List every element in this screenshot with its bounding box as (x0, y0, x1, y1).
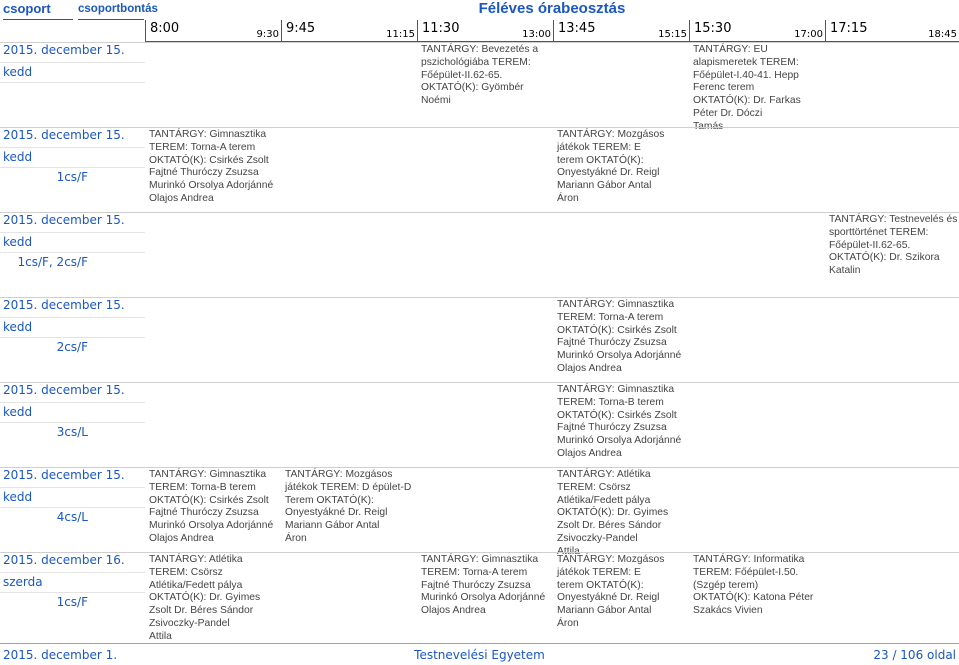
row-day: kedd (3, 405, 33, 419)
row-group: 2cs/F (56, 340, 88, 354)
row-group: 1cs/F, 2cs/F (17, 255, 88, 269)
course-event[interactable] (421, 44, 551, 125)
footer (0, 643, 959, 665)
course-event[interactable] (557, 384, 687, 465)
course-event-line: TANTÁRGY: Gimnasztika (557, 299, 675, 310)
row-group: 4cs/L (56, 510, 88, 524)
course-event-line: TEREM: Torna-B terem (149, 481, 256, 493)
row-divider (0, 42, 959, 43)
course-event-line: TANTÁRGY: EU (693, 44, 768, 55)
row-date: 2015. december 15. (3, 128, 125, 142)
schedule-row (0, 467, 959, 552)
course-event-line: Atlétika/Fedett pálya (557, 494, 651, 506)
course-event[interactable] (557, 469, 687, 550)
course-event-line: Fajtné Thuróczy Zsuzsa (557, 337, 667, 349)
course-event-line: Zsivoczky-Pandel (557, 532, 638, 544)
schedule-row (0, 297, 959, 382)
course-event-line: Onyestyákné Dr. Reigl (557, 592, 660, 604)
row-subdivider (0, 402, 145, 403)
footer-page-number: 23 / 106 oldal (873, 648, 956, 662)
schedule-row (0, 42, 959, 127)
course-event[interactable] (557, 129, 687, 210)
course-event-line: Zsolt Dr. Béres Sándor (149, 605, 254, 617)
schedule-row (0, 382, 959, 467)
course-event[interactable] (421, 554, 551, 635)
row-subdivider (0, 422, 145, 423)
row-subdivider (0, 82, 145, 83)
tab-csoportbontas[interactable]: csoportbontás (78, 0, 144, 20)
course-event-line: Mariann Gábor Antal (557, 180, 652, 192)
course-event-line: Péter Dr. Dóczi (693, 107, 763, 119)
course-event-line: Áron (285, 532, 307, 544)
course-event[interactable] (693, 554, 823, 635)
row-day: kedd (3, 150, 33, 164)
course-event-line: Főépület-I.40-41. Hepp (693, 69, 799, 81)
timeslot-2 (417, 20, 553, 42)
timeslot-5 (825, 20, 959, 42)
timeslot-start: 13:45 (558, 21, 596, 36)
row-divider (0, 552, 959, 553)
course-event-line: Noémi (421, 95, 451, 107)
course-event-line: OKTATÓ(K): Csirkés Zsolt (149, 494, 269, 506)
row-subdivider (0, 167, 145, 168)
row-divider (0, 382, 959, 383)
timeslot-start: 11:30 (422, 21, 460, 36)
course-event-line: Áron (557, 192, 579, 204)
row-divider (0, 127, 959, 128)
timeslot-3 (553, 20, 689, 42)
schedule-row (0, 127, 959, 212)
tab-csoport[interactable]: csoport (3, 0, 73, 20)
course-event-line: Ferenc terem (693, 82, 755, 94)
row-day: kedd (3, 65, 33, 79)
course-event-line: Murinkó Orsolya Adorjánné (557, 435, 682, 447)
course-event-line: TANTÁRGY: Mozgásos (557, 554, 665, 565)
row-day: kedd (3, 490, 33, 504)
course-event-line: OKTATÓ(K): Csirkés Zsolt (557, 409, 677, 421)
row-subdivider (0, 62, 145, 63)
row-date: 2015. december 15. (3, 468, 125, 482)
course-event-line: Mariann Gábor Antal (557, 605, 652, 617)
course-event-line: Olajos Andrea (149, 192, 214, 204)
page-title: Féléves órabeosztás (478, 0, 626, 17)
course-event-line: OKTATÓ(K): Dr. Szikora (829, 252, 940, 264)
row-subdivider (0, 317, 145, 318)
row-subdivider (0, 147, 145, 148)
footer-university: Testnevelési Egyetem (414, 648, 545, 662)
course-event-line: TANTÁRGY: Gimnasztika (557, 384, 675, 395)
course-event-line: Katalin (829, 265, 861, 277)
course-event-line: Fajtné Thuróczy Zsuzsa (421, 579, 531, 591)
course-event-line: Olajos Andrea (421, 605, 486, 617)
timeslot-0 (145, 20, 281, 42)
course-event-line: TANTÁRGY: Atlétika (557, 469, 651, 480)
course-event-line: TANTÁRGY: Gimnasztika (421, 554, 539, 565)
course-event-line: Áron (557, 617, 579, 629)
course-event-line: sporttörténet TEREM: (829, 226, 929, 238)
course-event-line: Atlétika/Fedett pálya (149, 579, 243, 591)
course-event[interactable] (285, 469, 415, 550)
course-event[interactable] (829, 214, 959, 295)
course-event-line: OKTATÓ(K): Dr. Farkas (693, 95, 801, 107)
course-event-line: TANTÁRGY: Gimnasztika (149, 129, 267, 140)
course-event-line: Onyestyákné Dr. Reigl (557, 167, 660, 179)
row-date: 2015. december 15. (3, 213, 125, 227)
timeslot-end: 15:15 (658, 29, 687, 40)
course-event-line: terem OKTATÓ(K): (557, 154, 644, 166)
course-event-line: alapismeretek TEREM: (693, 56, 799, 68)
course-event-line: TEREM: Torna-A terem (557, 311, 664, 323)
timeslot-4 (689, 20, 825, 42)
row-group: 1cs/F (56, 170, 88, 184)
row-day: kedd (3, 235, 33, 249)
course-event-line: OKTATÓ(K): Dr. Gyimes (557, 507, 669, 519)
timeslot-start: 8:00 (150, 21, 180, 36)
course-event-line: TEREM: Torna-A terem (421, 566, 528, 578)
course-event-line: Onyestyákné Dr. Reigl (285, 507, 388, 519)
course-event-line: Murinkó Orsolya Adorjánné (421, 592, 546, 604)
course-event-line: OKTATÓ(K): Csirkés Zsolt (149, 154, 269, 166)
footer-date: 2015. december 1. (3, 648, 118, 662)
timeslot-end: 13:00 (522, 29, 551, 40)
course-event-line: Attila (149, 630, 172, 642)
course-event-line: terem OKTATÓ(K): (557, 579, 644, 591)
row-group: 1cs/F (56, 595, 88, 609)
course-event-line: TANTÁRGY: Mozgásos (557, 129, 665, 140)
row-date: 2015. december 15. (3, 43, 125, 57)
course-event-line: Murinkó Orsolya Adorjánné (149, 520, 274, 532)
course-event-line: Murinkó Orsolya Adorjánné (557, 350, 682, 362)
row-group: 3cs/L (56, 425, 88, 439)
course-event-line: Terem OKTATÓ(K): (285, 494, 374, 506)
timeslot-start: 9:45 (286, 21, 316, 36)
course-event-line: TEREM: Csörsz (557, 481, 631, 493)
course-event-line: (Szgép terem) (693, 579, 759, 591)
timeslot-start: 15:30 (694, 21, 732, 36)
course-event-line: Mariann Gábor Antal (285, 520, 380, 532)
row-subdivider (0, 252, 145, 253)
timeslot-start: 17:15 (830, 21, 868, 36)
row-divider (0, 467, 959, 468)
course-event-line: Szakács Vivien (693, 605, 763, 617)
timeslot-1 (281, 20, 417, 42)
course-event[interactable] (557, 299, 687, 380)
timeslot-end: 11:15 (386, 29, 415, 40)
row-subdivider (0, 592, 145, 593)
course-event-line: TEREM: Főépület-I.50. (693, 566, 799, 578)
course-event[interactable] (149, 129, 279, 210)
course-event-line: TEREM: Torna-B terem (557, 396, 664, 408)
course-event-line: TEREM: Torna-A terem (149, 141, 256, 153)
course-event-line: Főépület-II.62-65. (829, 239, 911, 251)
course-event-line: Zsolt Dr. Béres Sándor (557, 520, 662, 532)
row-date: 2015. december 15. (3, 298, 125, 312)
course-event-line: OKTATÓ(K): Dr. Gyimes (149, 592, 261, 604)
timeslot-end: 18:45 (928, 29, 957, 40)
schedule-row (0, 212, 959, 297)
course-event[interactable] (149, 554, 279, 642)
course-event[interactable] (149, 469, 279, 550)
course-event-line: Olajos Andrea (557, 447, 622, 459)
header (0, 0, 959, 42)
course-event-line: pszichológiába TEREM: (421, 56, 531, 68)
row-divider (0, 212, 959, 213)
course-event-line: játékok TEREM: E (557, 566, 641, 578)
row-subdivider (0, 337, 145, 338)
row-subdivider (0, 507, 145, 508)
course-event-line: TANTÁRGY: Atlétika (149, 554, 243, 565)
timeslot-end: 17:00 (794, 29, 823, 40)
course-event-line: Olajos Andrea (149, 532, 214, 544)
row-date: 2015. december 16. (3, 553, 125, 567)
row-subdivider (0, 572, 145, 573)
course-event[interactable] (557, 554, 687, 635)
course-event-line: Fajtné Thuróczy Zsuzsa (149, 167, 259, 179)
course-event-line: OKTATÓ(K): Katona Péter (693, 592, 814, 604)
course-event-line: TANTÁRGY: Bevezetés a (421, 44, 539, 55)
course-event-line: Zsivoczky-Pandel (149, 617, 230, 629)
row-subdivider (0, 487, 145, 488)
course-event-line: Fajtné Thuróczy Zsuzsa (557, 422, 667, 434)
timeslot-end: 9:30 (256, 29, 279, 40)
course-event-line: TANTÁRGY: Gimnasztika (149, 469, 267, 480)
row-subdivider (0, 232, 145, 233)
row-day: kedd (3, 320, 33, 334)
course-event-line: TANTÁRGY: Testnevelés és (829, 214, 958, 225)
course-event-line: TANTÁRGY: Informatika (693, 554, 805, 565)
course-event-line: játékok TEREM: E (557, 141, 641, 153)
course-event-line: játékok TEREM: D épület-D (285, 481, 412, 493)
row-date: 2015. december 15. (3, 383, 125, 397)
course-event-line: TEREM: Csörsz (149, 566, 223, 578)
course-event-line: Fajtné Thuróczy Zsuzsa (149, 507, 259, 519)
course-event[interactable] (693, 44, 823, 125)
row-day: szerda (3, 575, 43, 589)
schedule-row (0, 552, 959, 642)
course-event-line: Olajos Andrea (557, 362, 622, 374)
course-event-line: Főépület-II.62-65. (421, 69, 503, 81)
course-event-line: OKTATÓ(K): Gyömbér (421, 82, 524, 94)
course-event-line: TANTÁRGY: Mozgásos (285, 469, 393, 480)
row-divider (0, 297, 959, 298)
course-event-line: OKTATÓ(K): Csirkés Zsolt (557, 324, 677, 336)
course-event-line: Murinkó Orsolya Adorjánné (149, 180, 274, 192)
